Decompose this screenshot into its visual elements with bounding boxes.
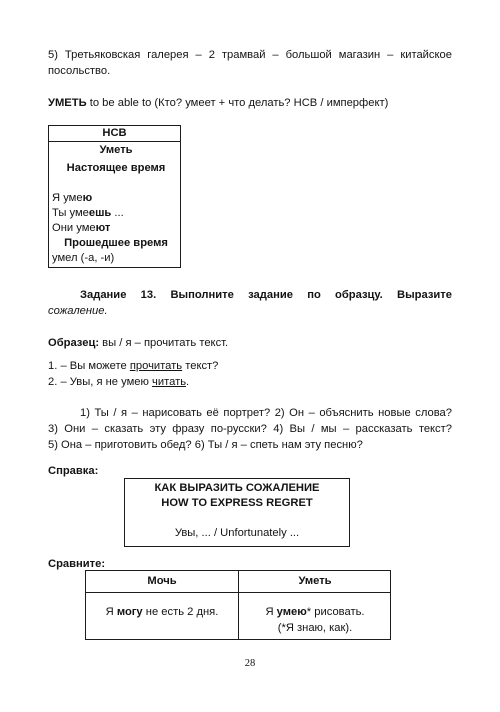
sample-line: [48, 336, 228, 351]
dialogue-text: 1. – Вы можете: [48, 360, 130, 372]
compare-col-mochy: Мочь: [147, 575, 177, 587]
dialogue-line-2: [48, 375, 189, 390]
umet-word: УМЕТЬ: [48, 97, 87, 109]
dialogue-line-1: [48, 359, 218, 374]
compare-cell-mochy: [86, 605, 238, 620]
exercise-line-2: 3) Они – сказать эту фразу по-русски? 4) Вы / мы – рассказать текст?: [48, 423, 452, 435]
regret-title-ru: КАК ВЫРАЗИТЬ СОЖАЛЕНИЕ: [154, 482, 320, 494]
past-tense-title: Прошедшее время: [64, 237, 168, 249]
compare-cell-umet: [239, 605, 391, 620]
dialogue-underlined: читать: [152, 376, 187, 388]
nsv-table-header: НСВ: [49, 126, 180, 142]
umet-header: [48, 96, 388, 111]
form-ya: [49, 191, 180, 206]
dialogue-text: .: [186, 376, 190, 388]
regret-title-en: HOW TO EXPRESS REGRET: [161, 497, 313, 509]
exercise-line-3: 5) Она – приготовить обед? 6) Ты / я – спеть нам эту песню?: [48, 439, 363, 451]
compare-col-umet: Уметь: [298, 575, 332, 587]
umet-description: to be able to (Кто? умеет + что делать? НСВ / имперфект): [86, 97, 389, 109]
form-tail: ...: [111, 207, 124, 219]
compare-table: [85, 570, 391, 640]
task-13-line-2: [48, 304, 108, 319]
sample-text: вы / я – прочитать текст.: [99, 337, 229, 349]
intro-line-1: 5) Третьяковская галерея – 2 трамвай – большой магазин – китайское: [48, 49, 452, 61]
exercise-line-1: 1) Ты / я – нарисовать её портрет? 2) Он – объяснить новые слова?: [80, 407, 452, 419]
form-stem: Они уме: [52, 222, 96, 234]
table-divider: [86, 592, 390, 593]
dialogue-underlined: прочитать: [129, 360, 183, 372]
dialogue-text: текст?: [182, 360, 219, 372]
form-oni: [49, 221, 180, 236]
cell-text: * рисовать.: [306, 606, 365, 618]
page-number: 28: [244, 658, 256, 669]
reference-label: Справка:: [48, 465, 99, 477]
cell-bold: могу: [116, 606, 143, 618]
dialogue-text: 2. – Увы, я не умею: [48, 376, 153, 388]
cell-text: Я: [105, 606, 117, 618]
cell-text: Я: [265, 606, 277, 618]
form-stem: Ты уме: [52, 207, 89, 219]
form-ty: [49, 206, 180, 221]
nsv-verb: Уметь: [99, 144, 133, 156]
compare-cell-note: (*Я знаю, как).: [277, 622, 353, 634]
nsv-conjugation-table: [48, 125, 181, 268]
sample-label: Образец:: [48, 337, 100, 349]
intro-line-2: посольство.: [48, 65, 111, 77]
task-13-line-1: Задание 13. Выполните задание по образцу. Выразите: [80, 289, 452, 301]
compare-label: Сравните:: [48, 558, 106, 570]
form-ending: ешь: [88, 207, 112, 219]
cell-bold: умею: [276, 606, 307, 618]
regret-reference-box: [124, 478, 350, 547]
form-ending: ю: [82, 192, 93, 204]
task-13-italic: сожаление.: [48, 305, 108, 317]
present-tense-title: Настоящее время: [66, 162, 166, 174]
past-form: умел (-а, -и): [52, 252, 115, 264]
form-ending: ют: [95, 222, 111, 234]
cell-text: не есть 2 дня.: [142, 606, 219, 618]
regret-example: Увы, ... / Unfortunately ...: [174, 527, 300, 539]
form-stem: Я уме: [52, 192, 83, 204]
